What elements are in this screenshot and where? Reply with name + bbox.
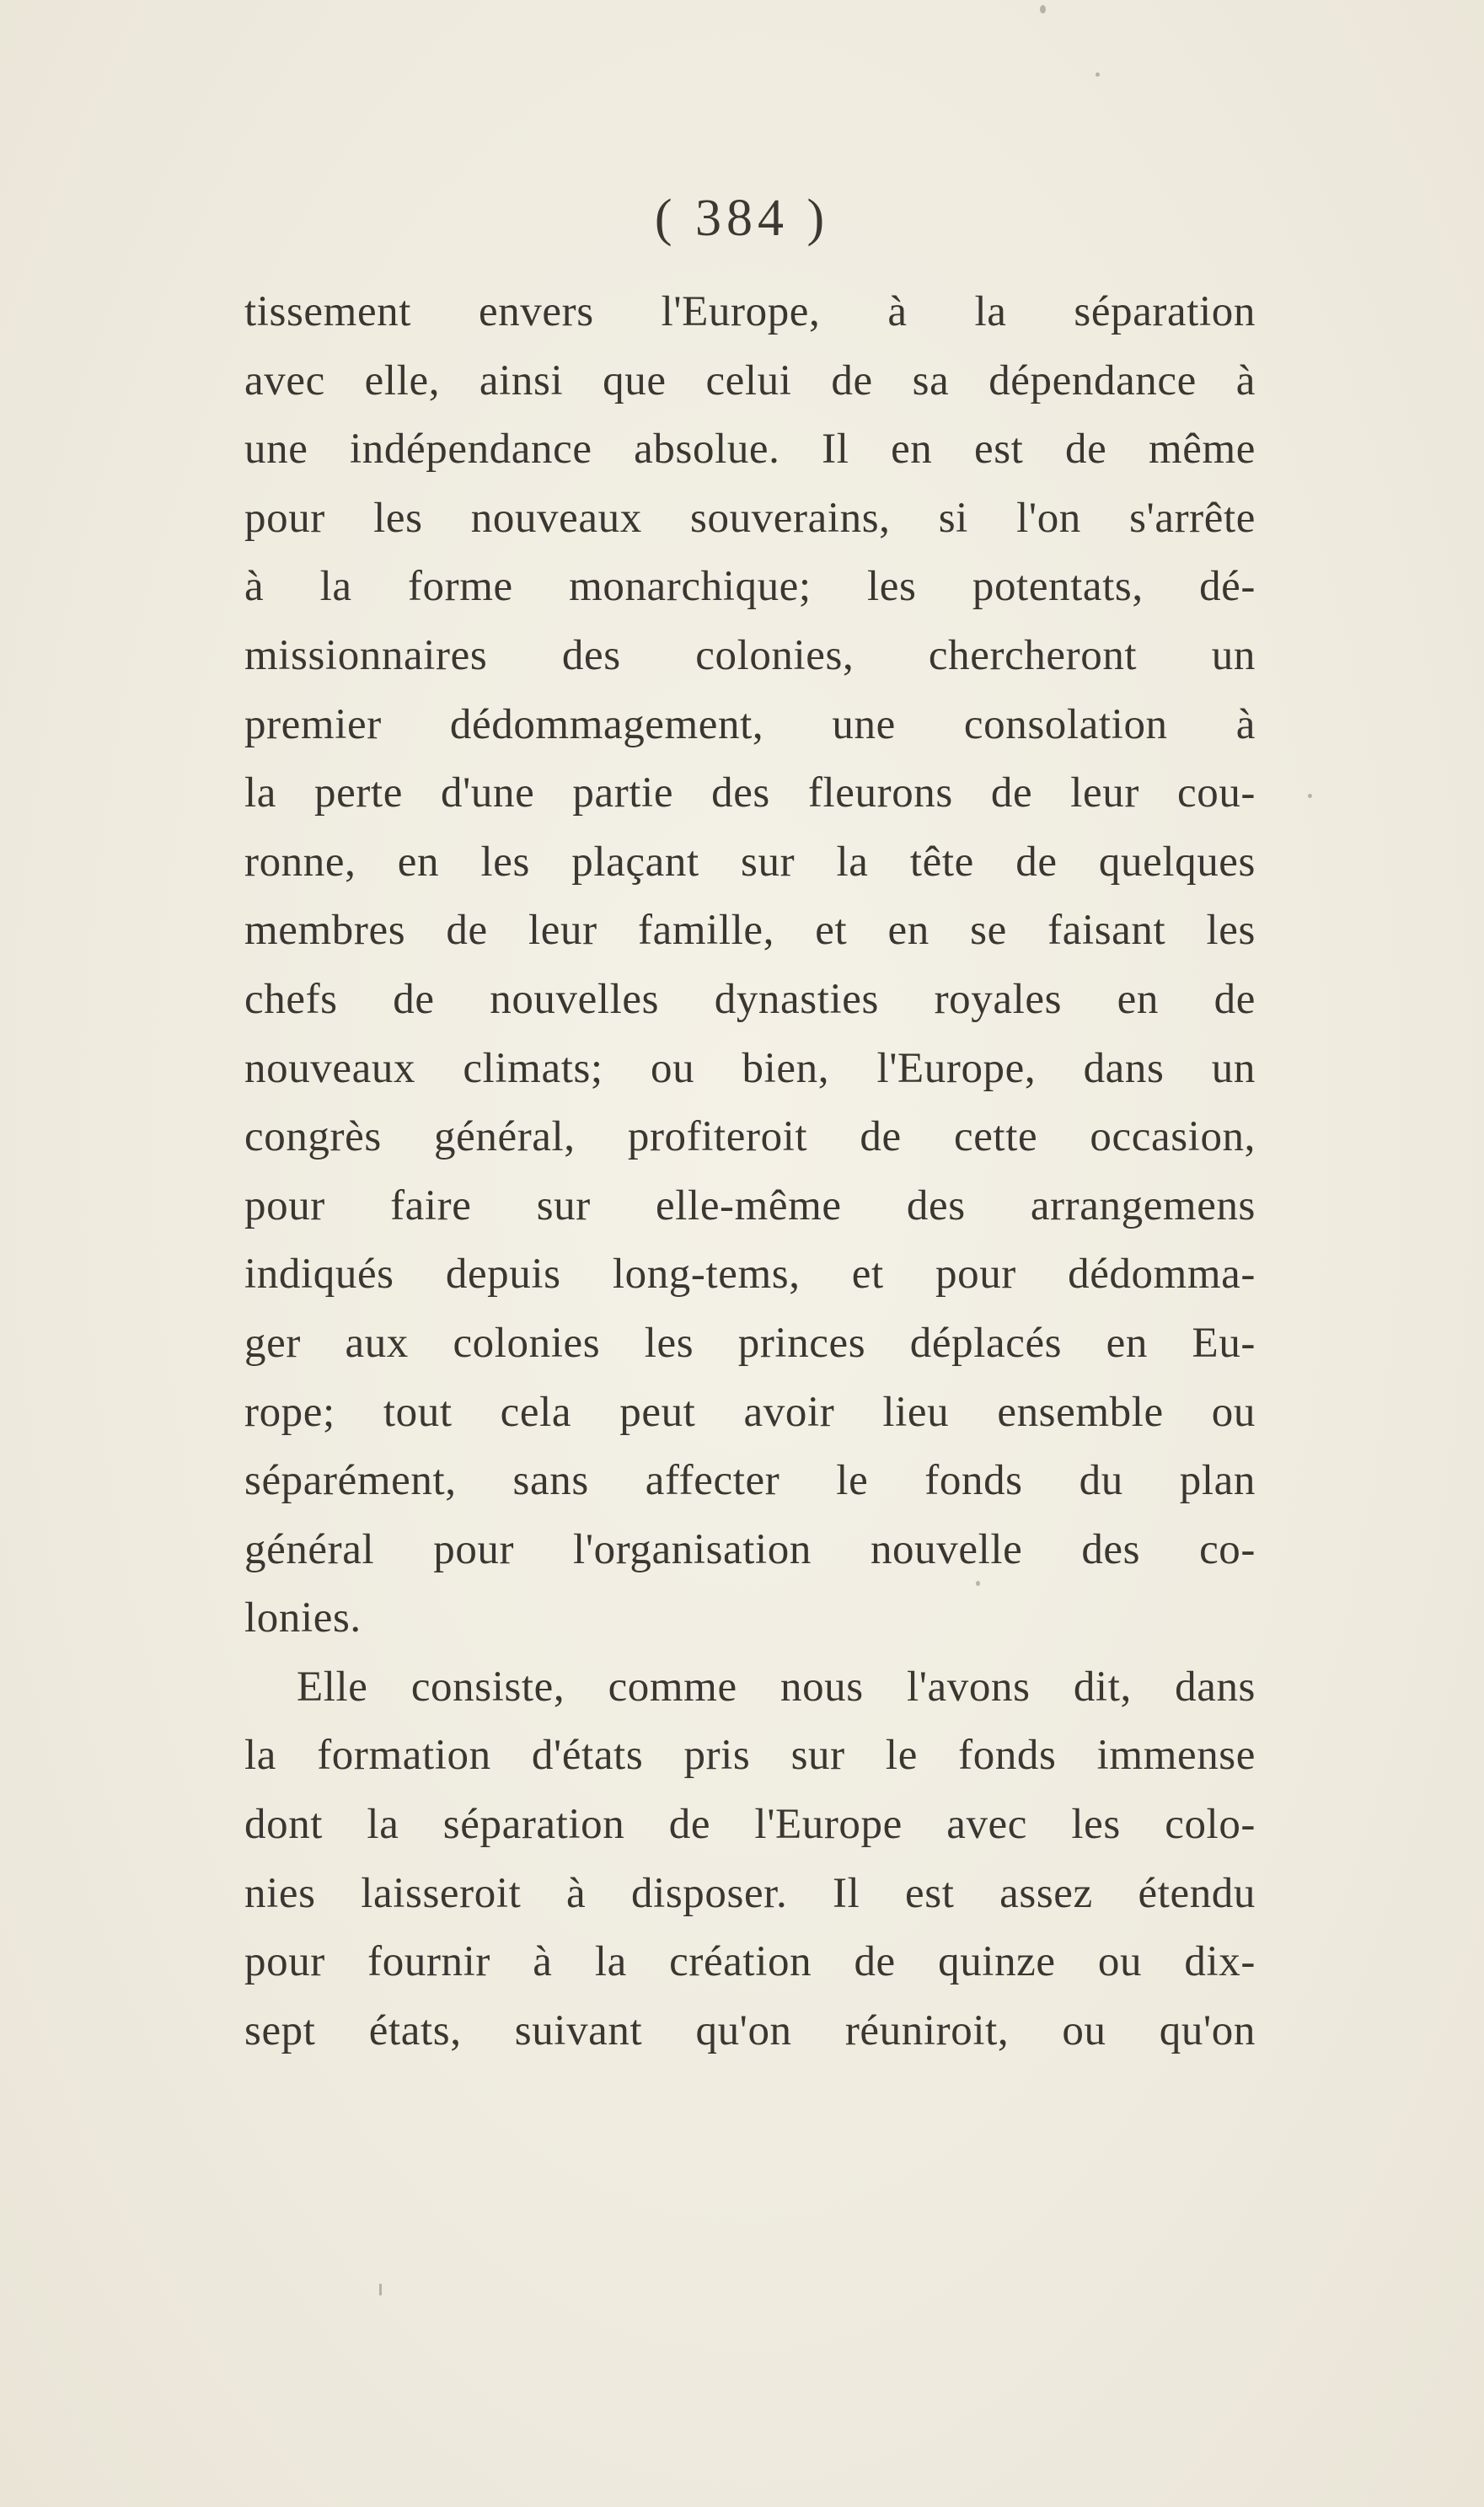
text-line: général pour l'organisation nouvelle des co- <box>244 1525 1256 1573</box>
text-line: missionnaires des colonies, chercheront un <box>244 631 1256 679</box>
text-line: dont la séparation de l'Europe avec les colo- <box>244 1801 1256 1849</box>
text-line: membres de leur famille, et en se faisant les <box>244 907 1256 955</box>
text-line: premier dédommagement, une consolation à <box>244 700 1256 748</box>
text-line: la formation d'états pris sur le fonds immense <box>244 1732 1256 1780</box>
paragraph-2 <box>244 1653 1256 2066</box>
text-line: Elle consiste, comme nous l'avons dit, dans <box>297 1663 1256 1711</box>
text-line: pour les nouveaux souverains, si l'on s'arrête <box>244 494 1256 542</box>
text-line: la perte d'une partie des fleurons de leur cou- <box>244 769 1256 817</box>
text-line: congrès général, profiteroit de cette occasion, <box>244 1113 1256 1161</box>
text-line: tissement envers l'Europe, à la séparation <box>244 288 1256 335</box>
text-line: lonies. <box>244 1594 362 1642</box>
paragraph-1 <box>244 278 1256 1653</box>
text-line: avec elle, ainsi que celui de sa dépendance à <box>244 356 1256 404</box>
text-line: pour faire sur elle-même des arrangemens <box>244 1181 1256 1229</box>
text-line: indiqués depuis long-tems, et pour dédomma- <box>244 1251 1256 1299</box>
page-number: ( 384 ) <box>654 190 830 247</box>
text-line: une indépendance absolue. Il en est de même <box>244 426 1256 474</box>
text-line: chefs de nouvelles dynasties royales en de <box>244 975 1256 1023</box>
text-line: rope; tout cela peut avoir lieu ensemble ou <box>244 1388 1256 1436</box>
text-line: à la forme monarchique; les potentats, dé- <box>244 563 1256 611</box>
paper-speck <box>1308 794 1312 798</box>
paper-speck <box>1040 5 1046 13</box>
paper-speck <box>1096 72 1100 77</box>
text-line: sept états, suivant qu'on réuniroit, ou qu'on <box>244 2006 1256 2054</box>
text-line: nies laisseroit à disposer. Il est assez étendu <box>244 1869 1256 1917</box>
text-line: séparément, sans affecter le fonds du plan <box>244 1457 1256 1505</box>
text-line: ger aux colonies les princes déplacés en Eu- <box>244 1319 1256 1367</box>
text-line: ronne, en les plaçant sur la tête de quelques <box>244 838 1256 886</box>
paper-speck <box>379 2284 382 2295</box>
text-line: pour fournir à la création de quinze ou dix- <box>244 1938 1256 1986</box>
text-line: nouveaux climats; ou bien, l'Europe, dans un <box>244 1044 1256 1092</box>
body-text <box>244 278 1256 2065</box>
